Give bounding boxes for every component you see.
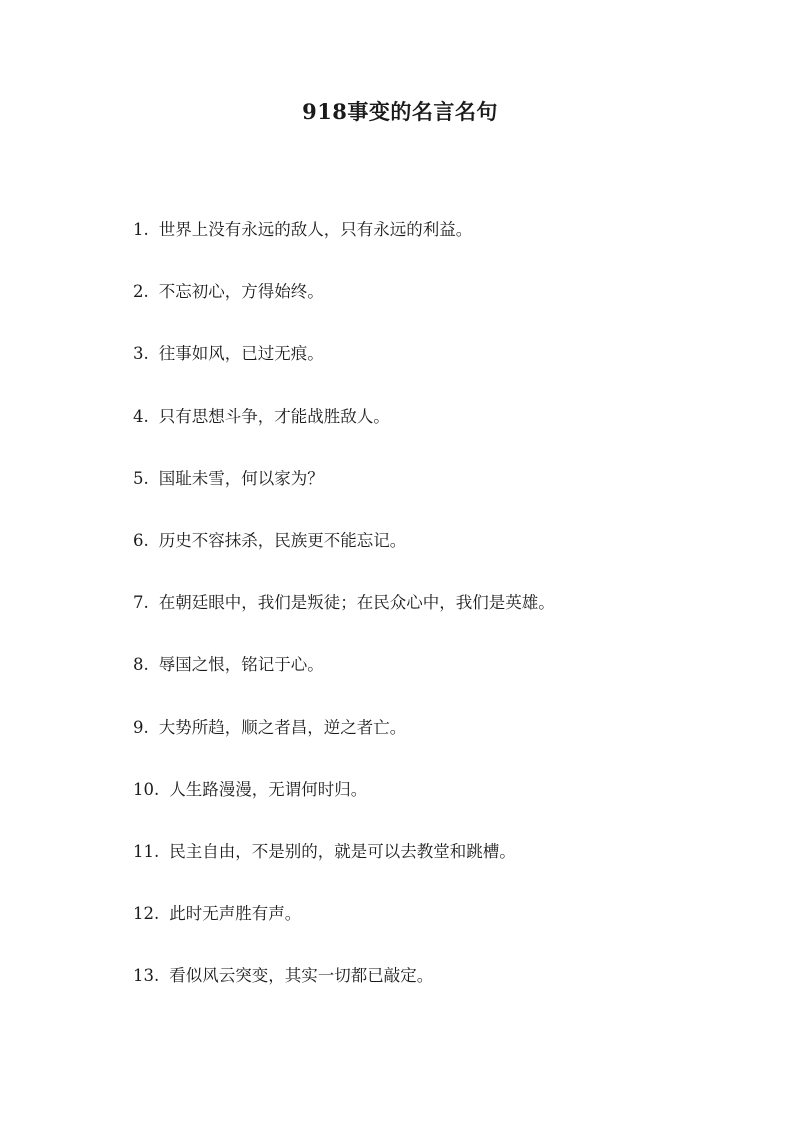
document-title: 918事变的名言名句 [302, 99, 498, 124]
item-text: 民主自由，不是别的，就是可以去教堂和跳槽。 [169, 841, 516, 861]
list-item [133, 834, 555, 896]
item-number: 11. [133, 841, 160, 861]
item-text: 往事如风，已过无痕。 [158, 344, 324, 364]
item-number: 1. [133, 220, 149, 239]
item-text: 国耻未雪，何以家为？ [158, 468, 324, 488]
item-number: 10. [133, 779, 160, 799]
item-number: 5. [133, 468, 149, 488]
item-number: 8. [133, 655, 149, 675]
item-number: 4. [133, 406, 149, 426]
item-text: 看似风云突变，其实一切都已敲定。 [169, 966, 434, 986]
item-text: 人生路漫漫，无谓何时归。 [169, 779, 368, 799]
item-number: 9. [133, 717, 149, 737]
list-item [133, 336, 555, 398]
item-text: 只有思想斗争，才能战胜敌人。 [158, 406, 390, 426]
item-number: 6. [133, 530, 149, 550]
list-item [133, 274, 555, 336]
list-item [133, 647, 555, 709]
item-number: 2. [133, 282, 149, 302]
item-number: 13. [133, 966, 160, 986]
list-item [133, 772, 555, 834]
list-item [133, 523, 555, 585]
item-text: 不忘初心，方得始终。 [158, 282, 324, 302]
quote-list [133, 212, 555, 1020]
item-text: 辱国之恨，铭记于心。 [158, 655, 324, 675]
item-number: 3. [133, 344, 149, 364]
list-item [133, 399, 555, 461]
list-item [133, 585, 555, 647]
item-text: 大势所趋，顺之者昌，逆之者亡。 [158, 717, 407, 737]
list-item [133, 710, 555, 772]
item-text: 历史不容抹杀，民族更不能忘记。 [158, 530, 407, 550]
item-text: 此时无声胜有声。 [169, 904, 302, 924]
item-text: 在朝廷眼中，我们是叛徒；在民众心中，我们是英雄。 [158, 593, 555, 613]
list-item [133, 461, 555, 523]
item-text: 世界上没有永远的敌人，只有永远的利益。 [158, 220, 473, 239]
list-item [133, 212, 555, 274]
list-item [133, 958, 555, 1020]
item-number: 12. [133, 904, 160, 924]
list-item [133, 896, 555, 958]
item-number: 7. [133, 593, 149, 613]
